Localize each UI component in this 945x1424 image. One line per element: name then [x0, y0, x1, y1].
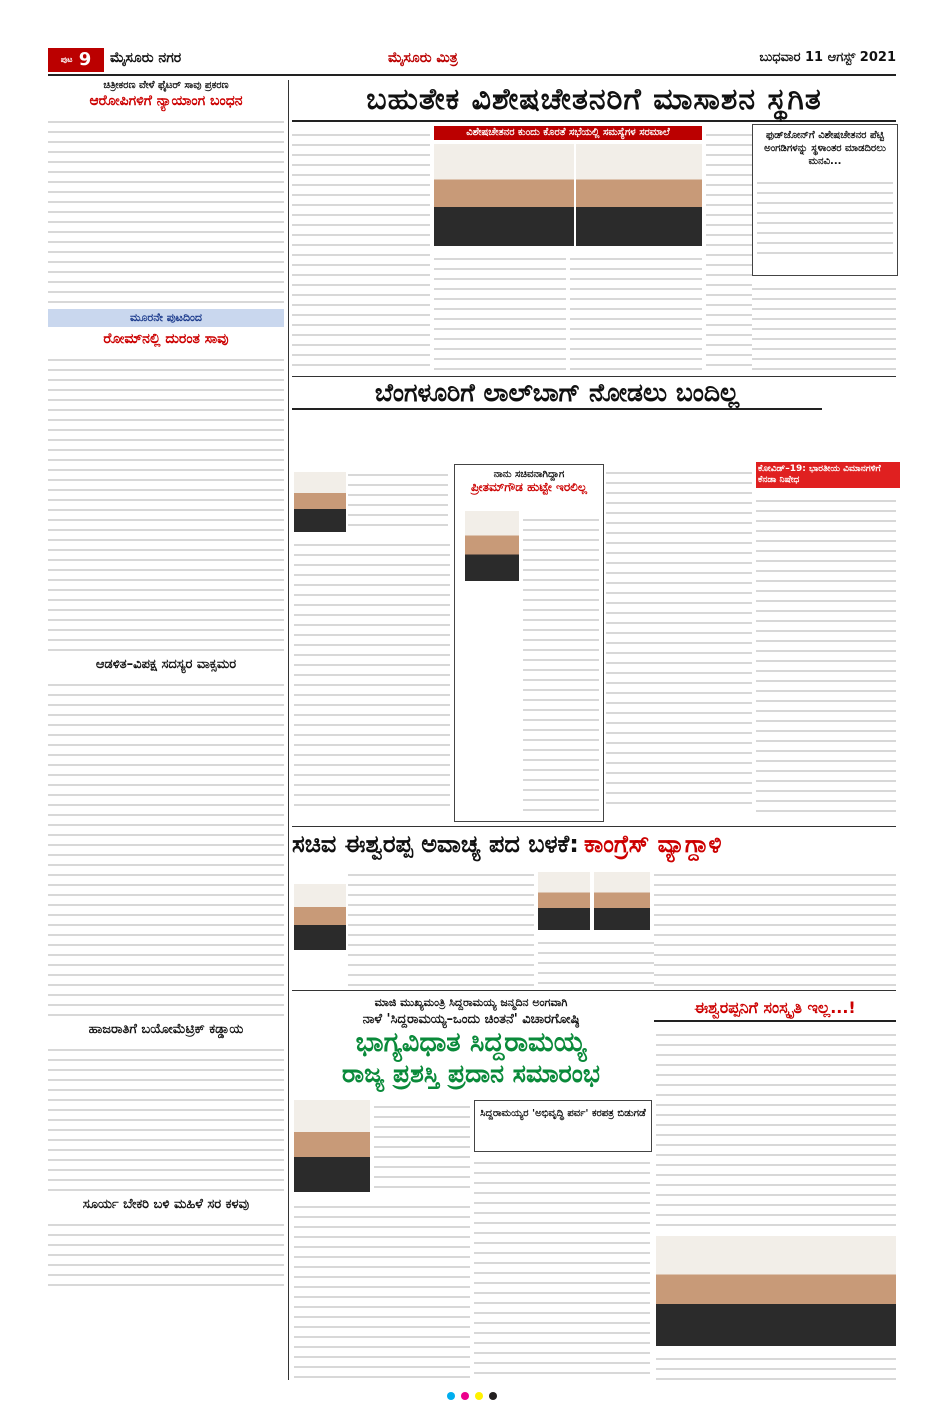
congress-headline-red: ಕಾಂಗ್ರೆಸ್ ವ್ಯಾಗ್ದಾಳಿ [583, 830, 722, 858]
group-photo-caption [656, 1350, 896, 1380]
lalbagh-intro [348, 466, 448, 532]
lalbagh-col2 [606, 464, 752, 812]
siddaramaiah-headline-2: ರಾಜ್ಯ ಪ್ರಶಸ್ತಿ ಪ್ರದಾನ ಸಮಾರಂಭ [342, 1059, 600, 1088]
issue-date: ಬುಧವಾರ 11 ಆಗಸ್ಟ್ 2021 [759, 50, 896, 65]
eshwarappa-culture-box [654, 996, 896, 1022]
karapatra-box [474, 1100, 652, 1152]
top-story-col1 [292, 126, 430, 372]
group-photo [656, 1236, 896, 1346]
top-story-headline-box [292, 80, 896, 122]
story1-body [48, 113, 284, 303]
story3-body [48, 676, 284, 1016]
eshwarappa-photo [538, 872, 590, 930]
minister-portrait [465, 511, 519, 581]
print-registration-marks [48, 1392, 896, 1400]
lalbagh-col1 [294, 536, 450, 812]
story3-headline: ಆಡಳಿತ–ವಿಪಕ್ಷ ಸದಸ್ಯರ ವಾಕ್ಸಮರ [95, 657, 237, 672]
story1-kicker: ಚಿತ್ರೀಕರಣ ವೇಳೆ ಫೈಟರ್ ಸಾವು ಪ್ರಕರಣ [103, 80, 229, 91]
page-header [48, 48, 896, 76]
newspaper-name: ಮೈಸೂರು ಮಿತ್ರ [388, 50, 458, 66]
covid-headline: ಕೋವಿಡ್–19: ಭಾರತೀಯ ವಿಮಾನಗಳಿಗೆ ಕೆನಡಾ ನಿಷೇಧ [756, 462, 900, 488]
page-label: ಪುಟ [60, 55, 73, 64]
siddaramaiah-header [292, 996, 650, 1092]
congress-headline-box [292, 828, 896, 860]
lalbagh-headline-box [292, 378, 822, 410]
story4-headline: ಹಾಜರಾತಿಗೆ ಬಯೋಮೆಟ್ರಿಕ್ ಕಡ್ಡಾಯ [88, 1022, 244, 1037]
story2-headline: ರೋಮ್‌ನಲ್ಲಿ ದುರಂತ ಸಾವು [103, 331, 229, 347]
continued-label: ಮೂರನೇ ಪುಟದಿಂದ [48, 309, 284, 327]
cyan-dot [447, 1392, 455, 1400]
top-story-col3 [570, 250, 702, 372]
congress-leader-photo [294, 884, 346, 950]
mp-portrait [294, 472, 346, 532]
story4-body [48, 1041, 284, 1191]
congress-col3 [654, 866, 896, 986]
eshwarappa-culture-headline: ಈಶ್ವರಪ್ಪನಿಗೆ ಸಂಸ್ಕೃತಿ ಇಲ್ಲ...! [694, 998, 856, 1017]
siddaramaiah-headline-1: ಭಾಗ್ಯವಿಧಾತ ಸಿದ್ದರಾಮಯ್ಯ [355, 1027, 587, 1058]
section-divider [292, 376, 896, 377]
left-column [48, 80, 284, 1380]
page-number: 9 [78, 49, 92, 70]
column-divider [288, 80, 289, 1380]
top-story-headline: ಬಹುತೇಕ ವಿಶೇಷಚೇತನರಿಗೆ ಮಾಸಾಶನ ಸ್ಥಗಿತ [366, 82, 822, 117]
preetham-kicker: ನಾನು ಸಚಿವನಾಗಿದ್ದಾಗ [493, 469, 565, 480]
congress-headline: ಸಚಿವ ಈಶ್ವರಪ್ಪ ಅವಾಚ್ಯ ಪದ ಬಳಕೆ: [292, 830, 579, 858]
leader-photo [594, 872, 650, 930]
congress-col1 [348, 866, 534, 986]
siddaramaiah-kicker: ಮಾಜಿ ಮುಖ್ಯಮಂತ್ರಿ ಸಿದ್ದರಾಮಯ್ಯ ಜನ್ಮದಿನ ಅಂಗವಾಗಿ [374, 996, 568, 1009]
story2-body [48, 351, 284, 651]
lalbagh-headline: ಬೆಂಗಳೂರಿಗೆ ಲಾಲ್‌ಬಾಗ್ ನೋಡಲು ಬಂದಿಲ್ಲ [374, 378, 740, 407]
covid-body [756, 492, 896, 812]
section-divider [292, 990, 896, 991]
siddaramaiah-col2 [474, 1154, 650, 1380]
preetham-title: ಪ್ರೀತಮ್‌ಗೌಡ ಹುಟ್ಟೇ ಇರಲಿಲ್ಲ [470, 480, 588, 494]
story1-headline: ಆರೋಪಿಗಳಿಗೆ ನ್ಯಾಯಾಂಗ ಬಂಧನ [89, 93, 243, 109]
siddaramaiah-portrait [294, 1100, 370, 1192]
black-dot [489, 1392, 497, 1400]
page-number-badge [48, 48, 104, 72]
siddaramaiah-col1 [294, 1198, 470, 1380]
story5-headline: ಸೂರ್ಯ ಬೇಕರಿ ಬಳಿ ಮಹಿಳೆ ಸರ ಕಳವು [82, 1197, 250, 1212]
preetham-body [523, 511, 599, 811]
karapatra-title: ಸಿದ್ದರಾಮಯ್ಯರ 'ಅಭಿವೃದ್ಧಿ ಪರ್ವ' ಕರಪತ್ರ ಬಿಡುಗಡೆ [480, 1108, 646, 1119]
top-story-col5 [752, 280, 896, 372]
yellow-dot [475, 1392, 483, 1400]
official-photo [576, 144, 702, 246]
preetham-box [454, 464, 604, 822]
magenta-dot [461, 1392, 469, 1400]
foodzone-sidebox [752, 124, 898, 276]
eshwarappa-culture-body [656, 1026, 896, 1232]
foodzone-sidebox-body [757, 174, 893, 254]
story5-body [48, 1216, 284, 1286]
siddaramaiah-intro [374, 1098, 470, 1194]
siddaramaiah-subkicker: ನಾಳೆ 'ಸಿದ್ದರಾಮಯ್ಯ–ಒಂದು ಚಿಂತನೆ' ವಿಚಾರಗೋಷ್ಠಿ [362, 1012, 580, 1027]
section-title: ಮೈಸೂರು ನಗರ [110, 50, 182, 66]
top-story-subhead: ವಿಶೇಷಚೇತನರ ಕುಂದು ಕೊರತೆ ಸಭೆಯಲ್ಲಿ ಸಮಸ್ಯೆಗಳ ಸರಮಾಲೆ [434, 126, 702, 140]
meeting-photo [434, 144, 574, 246]
foodzone-sidebox-title: ಫುಡ್‌ಜೋನ್‌ಗೆ ವಿಶೇಷಚೇತನರ ಪೆಟ್ಟಿ ಅಂಗಡಿಗಳನ್ನು ಸ್ಥಳಾಂತರ ಮಾಡದಿರಲು ಮನವಿ... [764, 130, 886, 167]
section-divider [292, 826, 896, 827]
top-story-col2 [434, 250, 566, 372]
